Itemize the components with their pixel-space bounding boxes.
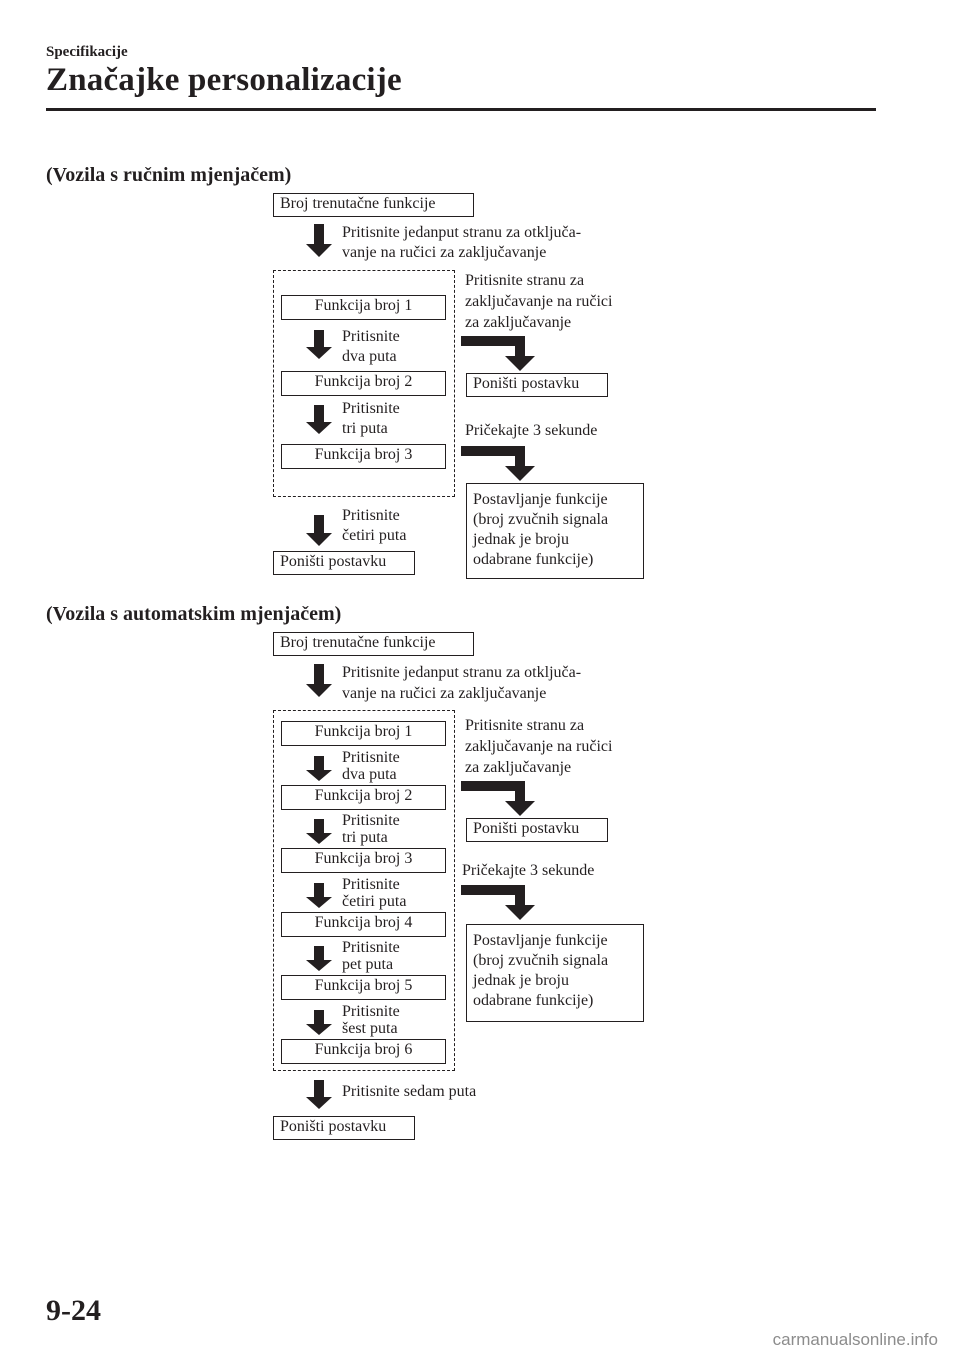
- manual-press-once-line1: Pritisnite jedanput stranu za otključa-: [342, 224, 582, 241]
- manual-current-function-box: Broj trenutačne funkcije: [273, 193, 474, 217]
- page-number: 9-24: [46, 1294, 101, 1327]
- manual-set-line2: (broj zvučnih signala: [473, 511, 609, 528]
- auto-function-5-box: Funkcija broj 5: [281, 975, 446, 1000]
- down-arrow-icon: [306, 1010, 336, 1036]
- auto-cancel-right-box: Poništi postavku: [466, 818, 608, 842]
- auto-press-5-line1: Pritisnite: [342, 939, 400, 956]
- auto-cancel-bottom-box: Poništi postavku: [273, 1116, 415, 1140]
- auto-current-function-box: Broj trenutačne funkcije: [273, 632, 474, 656]
- auto-lock-line2: zaključavanje na ručici: [465, 738, 613, 755]
- manual-cancel-right-box: Poništi postavku: [466, 373, 608, 397]
- manual-function-1-box: Funkcija broj 1: [281, 295, 446, 320]
- manual-lock-line3: za zaključavanje: [465, 314, 572, 331]
- page-title: Značajke personalizacije: [46, 62, 402, 98]
- auto-function-4-box: Funkcija broj 4: [281, 912, 446, 937]
- auto-set-line1: Postavljanje funkcije: [473, 932, 608, 949]
- bent-arrow-icon: [461, 781, 541, 817]
- manual-set-line3: jednak je broju: [473, 531, 569, 548]
- auto-press-2-line1: Pritisnite: [342, 749, 400, 766]
- auto-press-6-line1: Pritisnite: [342, 1003, 400, 1020]
- auto-lock-line3: za zaključavanje: [465, 759, 572, 776]
- manual-wait-text: Pričekajte 3 sekunde: [465, 422, 598, 439]
- auto-press-3-line1: Pritisnite: [342, 812, 400, 829]
- auto-lock-line1: Pritisnite stranu za: [465, 717, 585, 734]
- auto-function-2-box: Funkcija broj 2: [281, 785, 446, 810]
- auto-press-once-line1: Pritisnite jedanput stranu za otključa-: [342, 664, 582, 681]
- auto-set-function-box: [466, 924, 644, 1022]
- manual-heading: (Vozila s ručnim mjenjačem): [46, 164, 292, 186]
- manual-press-once-line2: vanje na ručici za zaključavanje: [342, 244, 547, 261]
- manual-set-line1: Postavljanje funkcije: [473, 491, 608, 508]
- auto-wait-text: Pričekajte 3 sekunde: [462, 862, 595, 879]
- auto-set-line3: jednak je broju: [473, 972, 569, 989]
- manual-press-4-line1: Pritisnite: [342, 507, 400, 524]
- manual-set-function-box: [466, 483, 644, 579]
- watermark: carmanualsonline.info: [772, 1330, 938, 1349]
- auto-function-3-box: Funkcija broj 3: [281, 848, 446, 873]
- auto-press-3-line2: tri puta: [342, 829, 388, 846]
- manual-lock-line1: Pritisnite stranu za: [465, 272, 585, 289]
- auto-press-5-line2: pet puta: [342, 956, 394, 973]
- bent-arrow-icon: [461, 885, 541, 921]
- title-rule: [46, 108, 876, 111]
- auto-function-1-box: Funkcija broj 1: [281, 721, 446, 746]
- bent-arrow-icon: [461, 336, 541, 372]
- manual-function-3-box: Funkcija broj 3: [281, 444, 446, 469]
- manual-press-4-line2: četiri puta: [342, 527, 407, 544]
- down-arrow-icon: [306, 664, 336, 698]
- auto-press-2-line2: dva puta: [342, 766, 397, 783]
- down-arrow-icon: [306, 515, 336, 547]
- auto-set-line2: (broj zvučnih signala: [473, 952, 609, 969]
- auto-heading: (Vozila s automatskim mjenjačem): [46, 603, 342, 625]
- down-arrow-icon: [306, 946, 336, 972]
- auto-press-4-line1: Pritisnite: [342, 876, 400, 893]
- auto-set-line4: odabrane funkcije): [473, 992, 594, 1009]
- manual-press-3-line1: Pritisnite: [342, 400, 400, 417]
- manual-lock-line2: zaključavanje na ručici: [465, 293, 613, 310]
- manual-cancel-bottom-box: Poništi postavku: [273, 551, 415, 575]
- down-arrow-icon: [306, 883, 336, 909]
- section-kicker: Specifikacije: [46, 44, 128, 60]
- manual-function-2-box: Funkcija broj 2: [281, 371, 446, 396]
- bent-arrow-icon: [461, 446, 541, 482]
- manual-press-2-line1: Pritisnite: [342, 328, 400, 345]
- manual-press-3-line2: tri puta: [342, 420, 388, 437]
- down-arrow-icon: [306, 330, 336, 360]
- auto-press-6-line2: šest puta: [342, 1020, 398, 1037]
- down-arrow-icon: [306, 405, 336, 435]
- down-arrow-icon: [306, 756, 336, 782]
- auto-press-4-line2: četiri puta: [342, 893, 407, 910]
- down-arrow-icon: [306, 224, 336, 258]
- auto-press-once-line2: vanje na ručici za zaključavanje: [342, 685, 547, 702]
- down-arrow-icon: [306, 819, 336, 845]
- down-arrow-icon: [306, 1080, 336, 1110]
- manual-press-2-line2: dva puta: [342, 348, 397, 365]
- auto-function-6-box: Funkcija broj 6: [281, 1039, 446, 1064]
- manual-set-line4: odabrane funkcije): [473, 551, 594, 568]
- auto-press-7-text: Pritisnite sedam puta: [342, 1083, 477, 1100]
